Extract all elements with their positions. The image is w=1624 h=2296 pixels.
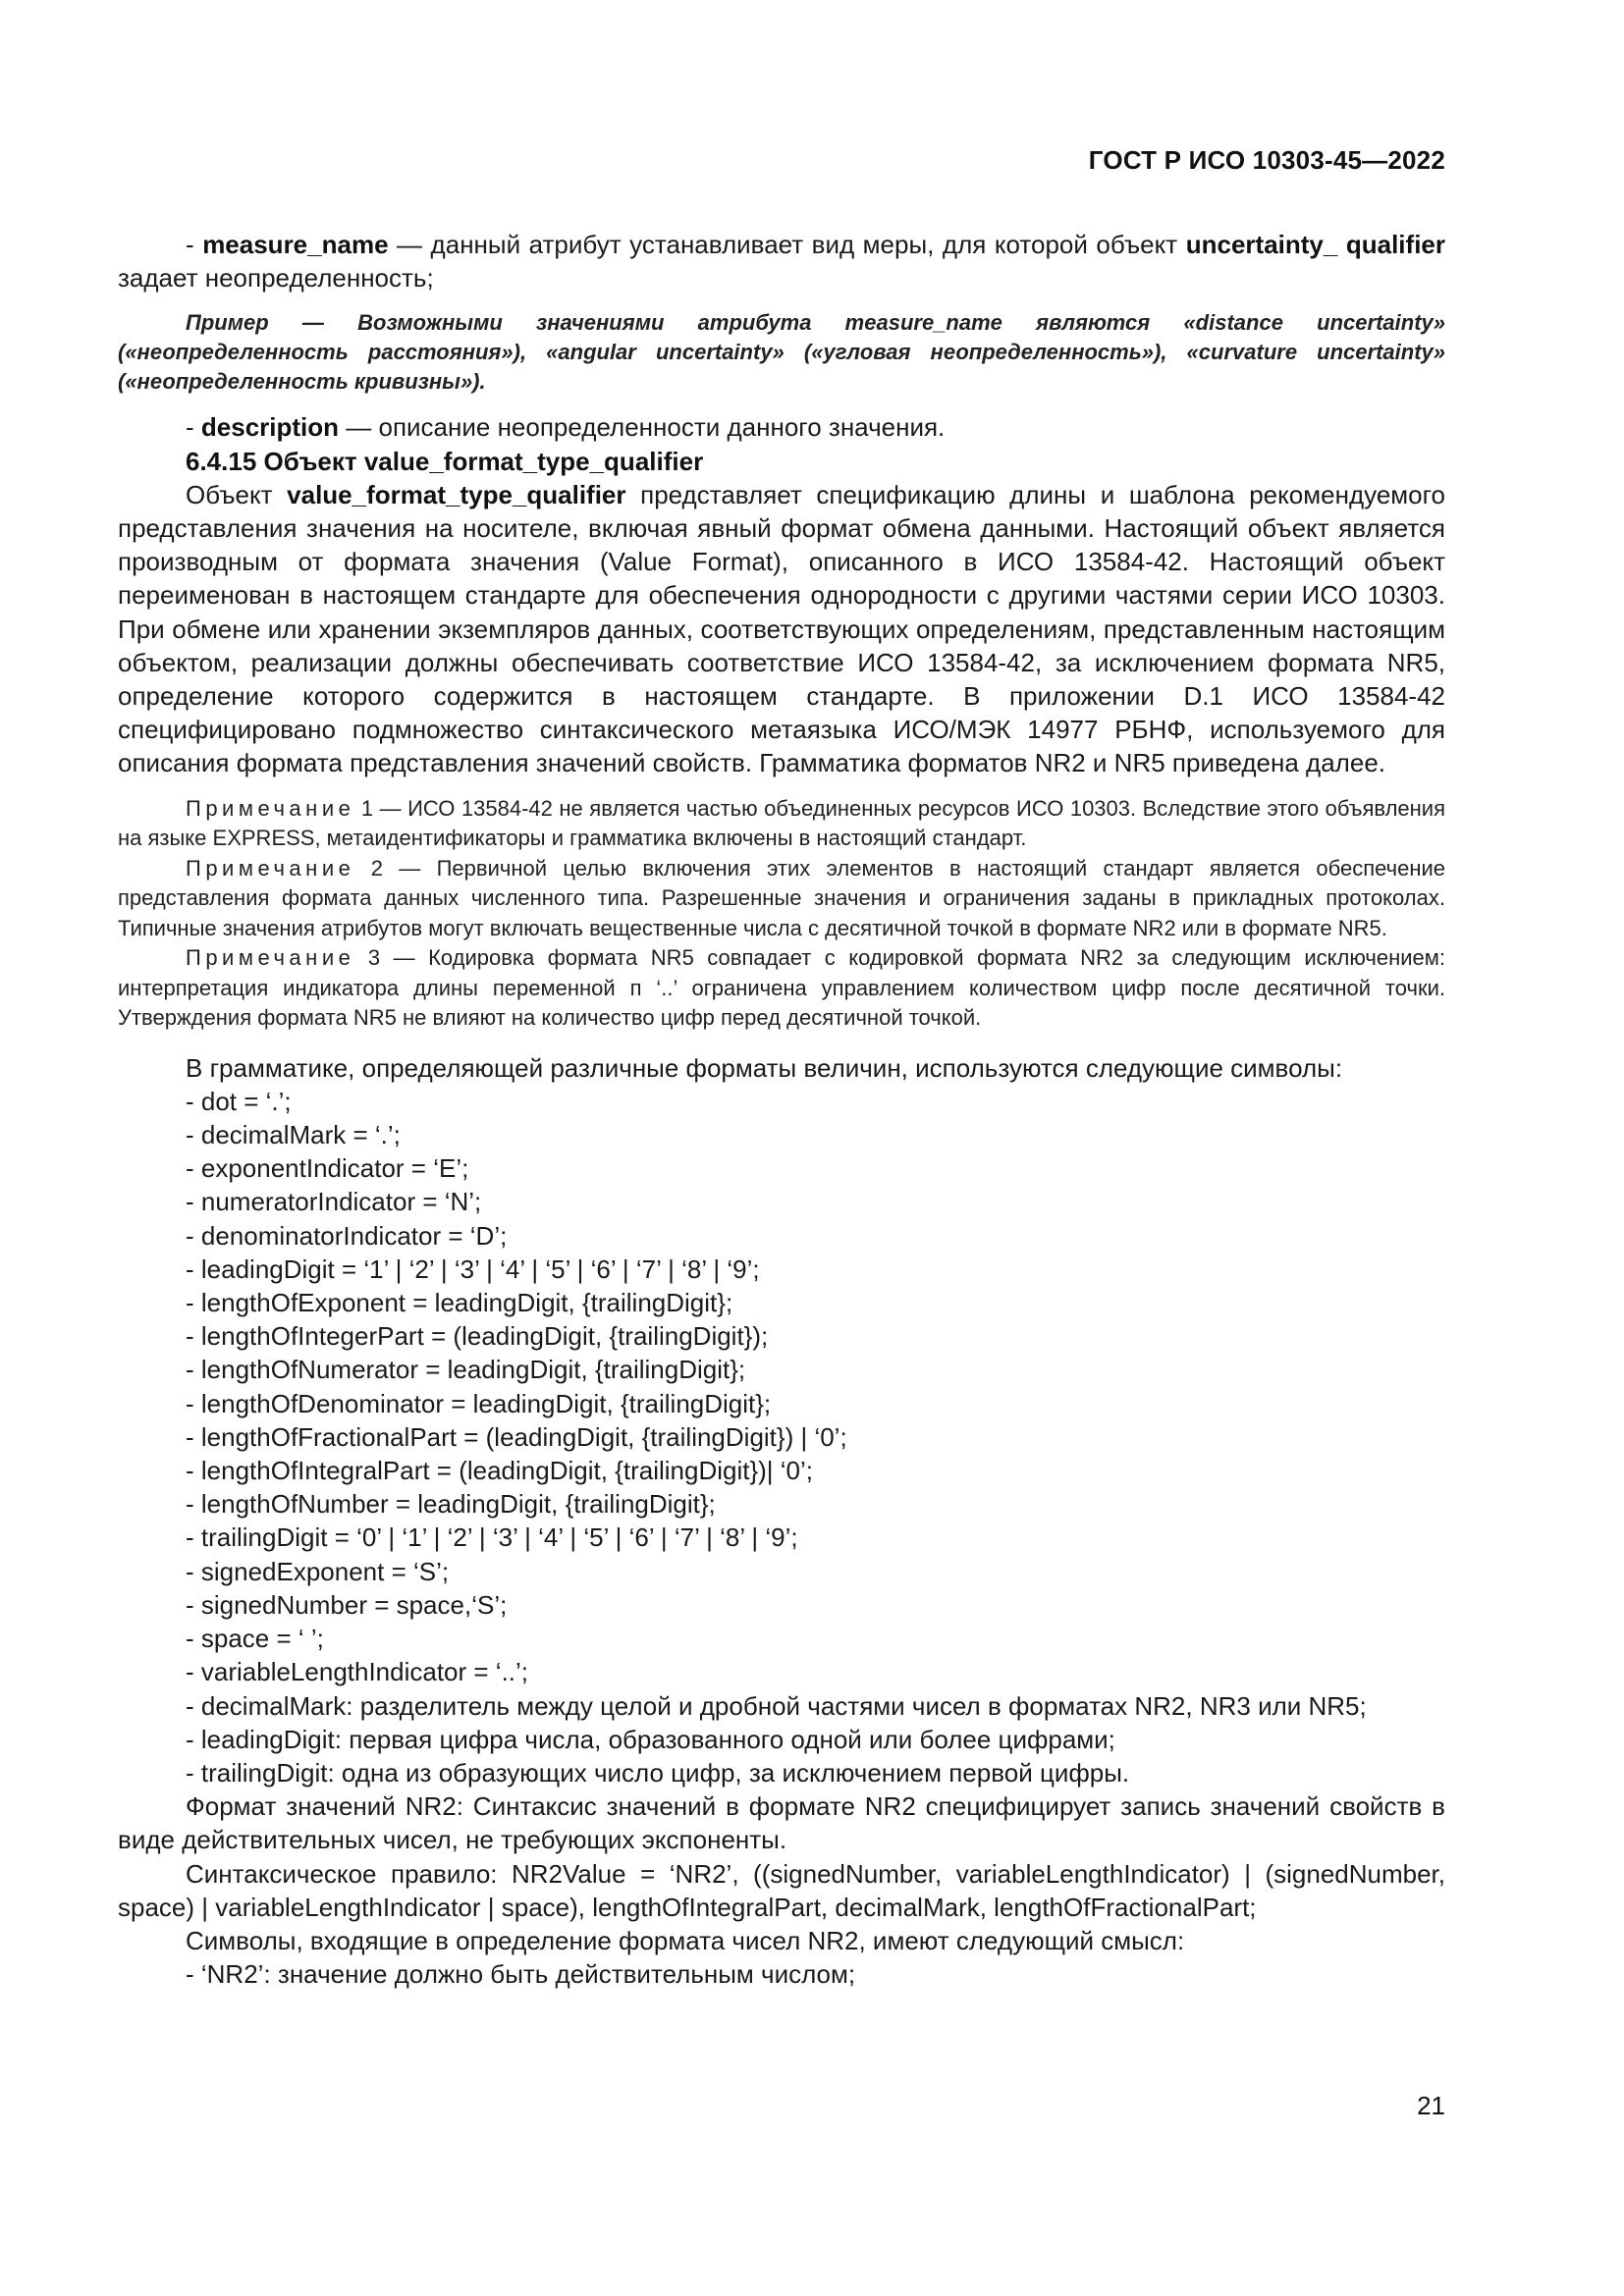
section-text: представляет спецификацию длины и шаблона рекомендуемого представления значения на носителе, включая явный формат обмена данными. Настоящий объект является производным от формата значения (Value Format), описанного в ИСО 13584-42. Настоящий объект переименован в настоящем стандарте для обеспечения однородности с другими частями серии ИСО 10303. При обмене или хранении экземпляров данных, соответствующих определениям, представленным настоящим объектом, реализации должны обеспечивать соответствие ИСО 13584-42, за исключением формата NR5, определение которого содержится в настоящем стандарте. В приложении D.1 ИСО 13584-42 специфицировано подмножество синтаксического метаязыка ИСО/МЭК 14977 РБНФ, используемого для описания формата представления значений свойств. Грамматика форматов NR2 и NR5 приведена далее. [118, 479, 1446, 778]
grammar-line: - lengthOfNumber = leadingDigit, {trailingDigit}; [186, 1489, 716, 1520]
example-prefix: Пример — Возможными значениями атрибута [186, 310, 845, 336]
example-text: являются «distance uncertainty» («неопределенность расстояния»), «angular uncertainty» («угловая неопределенность»), «curvature uncertainty» («неопределенность кривизны»). [118, 310, 1445, 395]
example-attr: measure_name [844, 310, 1002, 336]
note-3 [118, 943, 1445, 1034]
grammar-intro: В грамматике, определяющей различные форматы величин, используются следующие символы: [186, 1052, 1343, 1083]
grammar-line: - numeratorIndicator = ‘N’; [186, 1187, 482, 1217]
note-text: 3 — Кодировка формата NR5 совпадает с кодировкой формата NR2 за следующим исключением: интерпретация индикатора длины переменной п ‘..’ ограничена управлением количеством цифр после десятичной точки. Утверждения формата NR5 не влияют на количество цифр перед десятичной точкой. [118, 945, 1445, 1031]
page-content [118, 228, 1445, 1991]
grammar-line: - leadingDigit = ‘1’ | ‘2’ | ‘3’ | ‘4’ | ‘5’ | ‘6’ | ‘7’ | ‘8’ | ‘9’; [186, 1254, 760, 1284]
grammar-line: - signedNumber = space,‘S’; [186, 1589, 508, 1620]
note-text: 2 — Первичной целью включения этих элементов в настоящий стандарт является обеспечение представления формата данных численного типа. Разрешенные значения и ограничения заданы в прикладных протоколах. Типичные значения атрибутов могут включать вещественные числа с десятичной точкой в формате NR2 или в формате NR5. [118, 855, 1445, 940]
example-paragraph [118, 308, 1445, 397]
grammar-line: - space = ‘ ’; [186, 1624, 324, 1654]
nr2-rule-paragraph: Синтаксическое правило: NR2Value = ‘NR2’, ((signedNumber, variableLengthIndicator) | (signedNumber, space) | variableLengthIndicator | space), lengthOfIntegralPart, decimalMark, lengthOfFractionalPart; [118, 1858, 1445, 1922]
grammar-line: - dot = ‘.’; [186, 1086, 292, 1116]
object-uncertainty-1: uncertainty_ [1185, 230, 1338, 259]
grammar-line: - trailingDigit: одна из образующих число цифр, за исключением первой цифры. [186, 1757, 1130, 1788]
grammar-line: - variableLengthIndicator = ‘..’; [186, 1657, 529, 1687]
nr2-item: - ‘NR2’: значение должно быть действительным числом; [186, 1959, 856, 1990]
grammar-line: - lengthOfDenominator = leadingDigit, {trailingDigit}; [186, 1388, 772, 1418]
measure-name-paragraph: - measure_name — данный атрибут устанавливает вид меры, для которой объект uncertainty_ qualifier задает неопределенность; [118, 230, 1445, 294]
note-label: Примечание [186, 855, 355, 881]
grammar-line: - exponentIndicator = ‘E’; [186, 1153, 469, 1184]
note-label: Примечание [186, 945, 355, 971]
description-paragraph: - description — описание неопределенности данного значения. [186, 412, 946, 443]
grammar-line: - lengthOfFractionalPart = (leadingDigit, {trailingDigit}) | ‘0’; [186, 1421, 847, 1452]
grammar-line: - denominatorIndicator = ‘D’; [186, 1220, 508, 1251]
measure-name-text-1: — данный атрибут устанавливает вид меры, для которой объект [388, 230, 1186, 259]
note-text: 1 — ИСО 13584-42 не является частью объединенных ресурсов ИСО 10303. Вследствие этого объявления на языке EXPRESS, метаидентификаторы и грамматика включены в настоящий стандарт. [118, 795, 1445, 851]
grammar-line: - signedExponent = ‘S’; [186, 1556, 450, 1586]
nr2-symbols-paragraph: Символы, входящие в определение формата чисел NR2, имеют следующий смысл: [186, 1925, 1185, 1955]
grammar-line: - lengthOfNumerator = leadingDigit, {trailingDigit}; [186, 1355, 746, 1385]
term-measure-name: measure_name [202, 230, 389, 259]
standard-header: ГОСТ Р ИСО 10303-45—2022 [1088, 145, 1445, 175]
grammar-line: - decimalMark = ‘.’; [186, 1120, 401, 1150]
note-2 [118, 854, 1445, 944]
section-paragraph [118, 478, 1445, 780]
grammar-line: - leadingDigit: первая цифра числа, образованного одной или более цифрами; [186, 1724, 1115, 1754]
grammar-line: - decimalMark: разделитель между целой и дробной частями чисел в форматах NR2, NR3 или NR5; [186, 1690, 1367, 1721]
nr2-format-paragraph: Формат значений NR2: Синтаксис значений в формате NR2 специфицирует запись значений свойств в виде действительных чисел, не требующих экспоненты. [118, 1791, 1445, 1855]
measure-name-text-2: задает неопределенность; [118, 263, 434, 294]
page-number: 21 [1417, 2091, 1445, 2120]
description-text: — описание неопределенности данного значения. [339, 412, 946, 443]
note-1 [118, 794, 1445, 854]
grammar-line: - lengthOfIntegralPart = (leadingDigit, {trailingDigit})| ‘0’; [186, 1456, 814, 1486]
grammar-line: - lengthOfIntegerPart = (leadingDigit, {trailingDigit}); [186, 1321, 769, 1352]
section-object: value_format_type_qualifier [287, 479, 626, 509]
note-label: Примечание [186, 795, 355, 821]
section-lead: Объект [186, 479, 288, 509]
grammar-line: - trailingDigit = ‘0’ | ‘1’ | ‘2’ | ‘3’ | ‘4’ | ‘5’ | ‘6’ | ‘7’ | ‘8’ | ‘9’; [186, 1522, 798, 1553]
section-heading: 6.4.15 Объект value_format_type_qualifier [186, 446, 704, 476]
term-description: description [200, 412, 340, 443]
object-uncertainty-2: qualifier [1345, 230, 1445, 259]
grammar-line: - lengthOfExponent = leadingDigit, {trailingDigit}; [186, 1288, 733, 1318]
